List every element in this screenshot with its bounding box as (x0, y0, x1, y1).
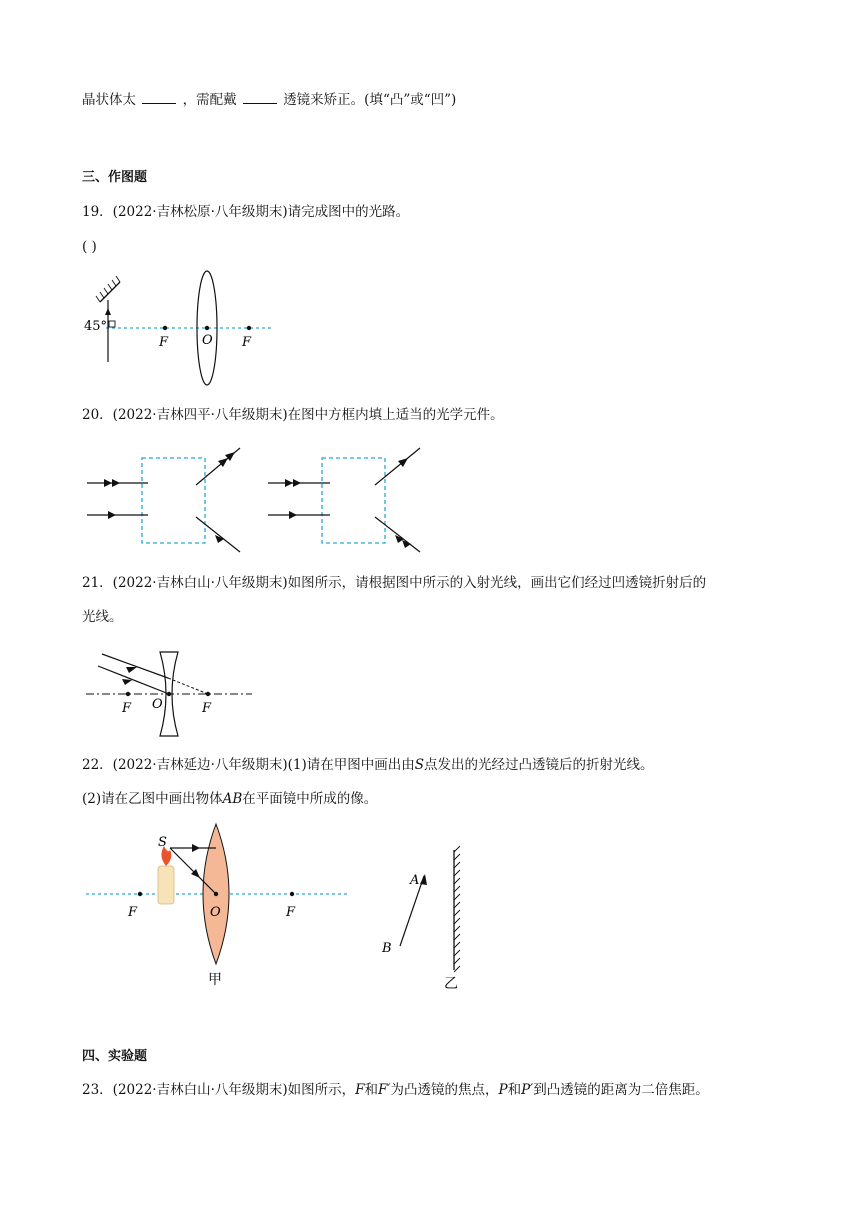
q22-figure-jia (82, 820, 352, 992)
label-f-left: F (159, 335, 169, 350)
q23-var-p: P (498, 1082, 508, 1098)
label-f-right: F (202, 701, 212, 716)
label-f-left: F (122, 701, 132, 716)
answer-blank-2[interactable] (243, 91, 277, 104)
arrow-head-icon (420, 874, 427, 885)
question-23-text (82, 1080, 709, 1100)
q20-figure (82, 440, 432, 560)
q23-part-b: 和 (364, 1082, 379, 1098)
caption-yi: 乙 (444, 976, 458, 992)
extension-line (168, 678, 208, 694)
answer-blank-1[interactable] (142, 91, 176, 104)
fill-blank-line (82, 90, 456, 110)
box-diagram-right (268, 448, 420, 552)
q23-part-c: 为凸透镜的焦点， (390, 1082, 499, 1098)
question-21-text-line2: 光线。 (82, 609, 123, 625)
q23-var-f-prime: F′ (378, 1082, 391, 1098)
q22-line1-end: 点发出的光经过凸透镜后的折射光线。 (424, 757, 654, 773)
question-21-text-line1: 21．(2022·吉林白山·八年级期末)如图所示，请根据图中所示的入射光线，画出它们经过凹透镜折射后的 (82, 575, 707, 591)
question-19-text: 19．(2022·吉林松原·八年级期末)请完成图中的光路。 (82, 204, 410, 220)
mirror-hatching (454, 846, 460, 972)
label-o: O (152, 697, 163, 712)
q21-figure (82, 640, 262, 740)
label-a: A (410, 873, 420, 888)
focal-point-right (290, 892, 294, 896)
section-title-experiment: 四、实验题 (82, 1049, 148, 1064)
focal-point-left (163, 326, 167, 330)
label-s: S (158, 835, 167, 850)
incident-ray-1 (102, 654, 168, 678)
line-text-3: 透镜来矫正。(填“凸”或“凹”) (283, 92, 457, 108)
q22-var-s: S (414, 757, 425, 773)
box-diagram-left (87, 448, 240, 552)
question-20-text: 20．(2022·吉林四平·八年级期末)在图中方框内填上适当的光学元件。 (82, 407, 504, 423)
optical-center (214, 892, 218, 896)
arrow-up-icon (105, 308, 111, 315)
q22-line2-start: (2)请在乙图中画出物体 (82, 791, 223, 807)
label-f-right: F (242, 335, 252, 350)
candle (158, 866, 174, 904)
incident-ray-2 (98, 666, 169, 694)
focal-point-right (247, 326, 251, 330)
caption-jia: 甲 (208, 972, 222, 988)
question-22-text-line2 (82, 789, 377, 809)
plane-mirror (100, 282, 120, 302)
right-angle-mark (109, 321, 115, 327)
q23-var-f: F (355, 1082, 365, 1098)
optical-center (167, 692, 171, 696)
angle-label: 45° (84, 319, 108, 334)
question-19-answer-paren[interactable]: ( ) (82, 239, 97, 255)
optical-element-box-left[interactable] (142, 458, 205, 543)
line-text-2: ，需配戴 (182, 92, 237, 108)
question-22-text-line1 (82, 755, 654, 775)
label-f-left: F (128, 905, 138, 920)
label-o: O (202, 333, 213, 348)
label-b: B (382, 941, 392, 956)
focal-point-left (126, 692, 130, 696)
q22-figure-yi (372, 842, 482, 992)
q23-var-p-prime: P′ (521, 1082, 534, 1098)
optical-element-box-right[interactable] (322, 458, 385, 543)
q23-part-a: 23．(2022·吉林白山·八年级期末)如图所示， (82, 1082, 356, 1098)
mirror-hatching (96, 276, 120, 302)
q22-var-ab: AB (222, 791, 243, 807)
focal-point-left (138, 892, 142, 896)
label-f-right: F (286, 905, 296, 920)
focal-point-right (206, 692, 210, 696)
line-text-1: 晶状体太 (82, 92, 136, 108)
optical-center (205, 326, 209, 330)
section-title-drawing: 三、作图题 (82, 170, 148, 185)
q23-part-e: 到凸透镜的距离为二倍焦距。 (533, 1082, 709, 1098)
q22-line1-start: 22．(2022·吉林延边·八年级期末)(1)请在甲图中画出由 (82, 757, 415, 773)
label-o: O (210, 905, 221, 920)
q22-line2-end: 在平面镜中所成的像。 (242, 791, 378, 807)
q23-part-d: 和 (507, 1082, 522, 1098)
q19-figure (82, 270, 282, 390)
